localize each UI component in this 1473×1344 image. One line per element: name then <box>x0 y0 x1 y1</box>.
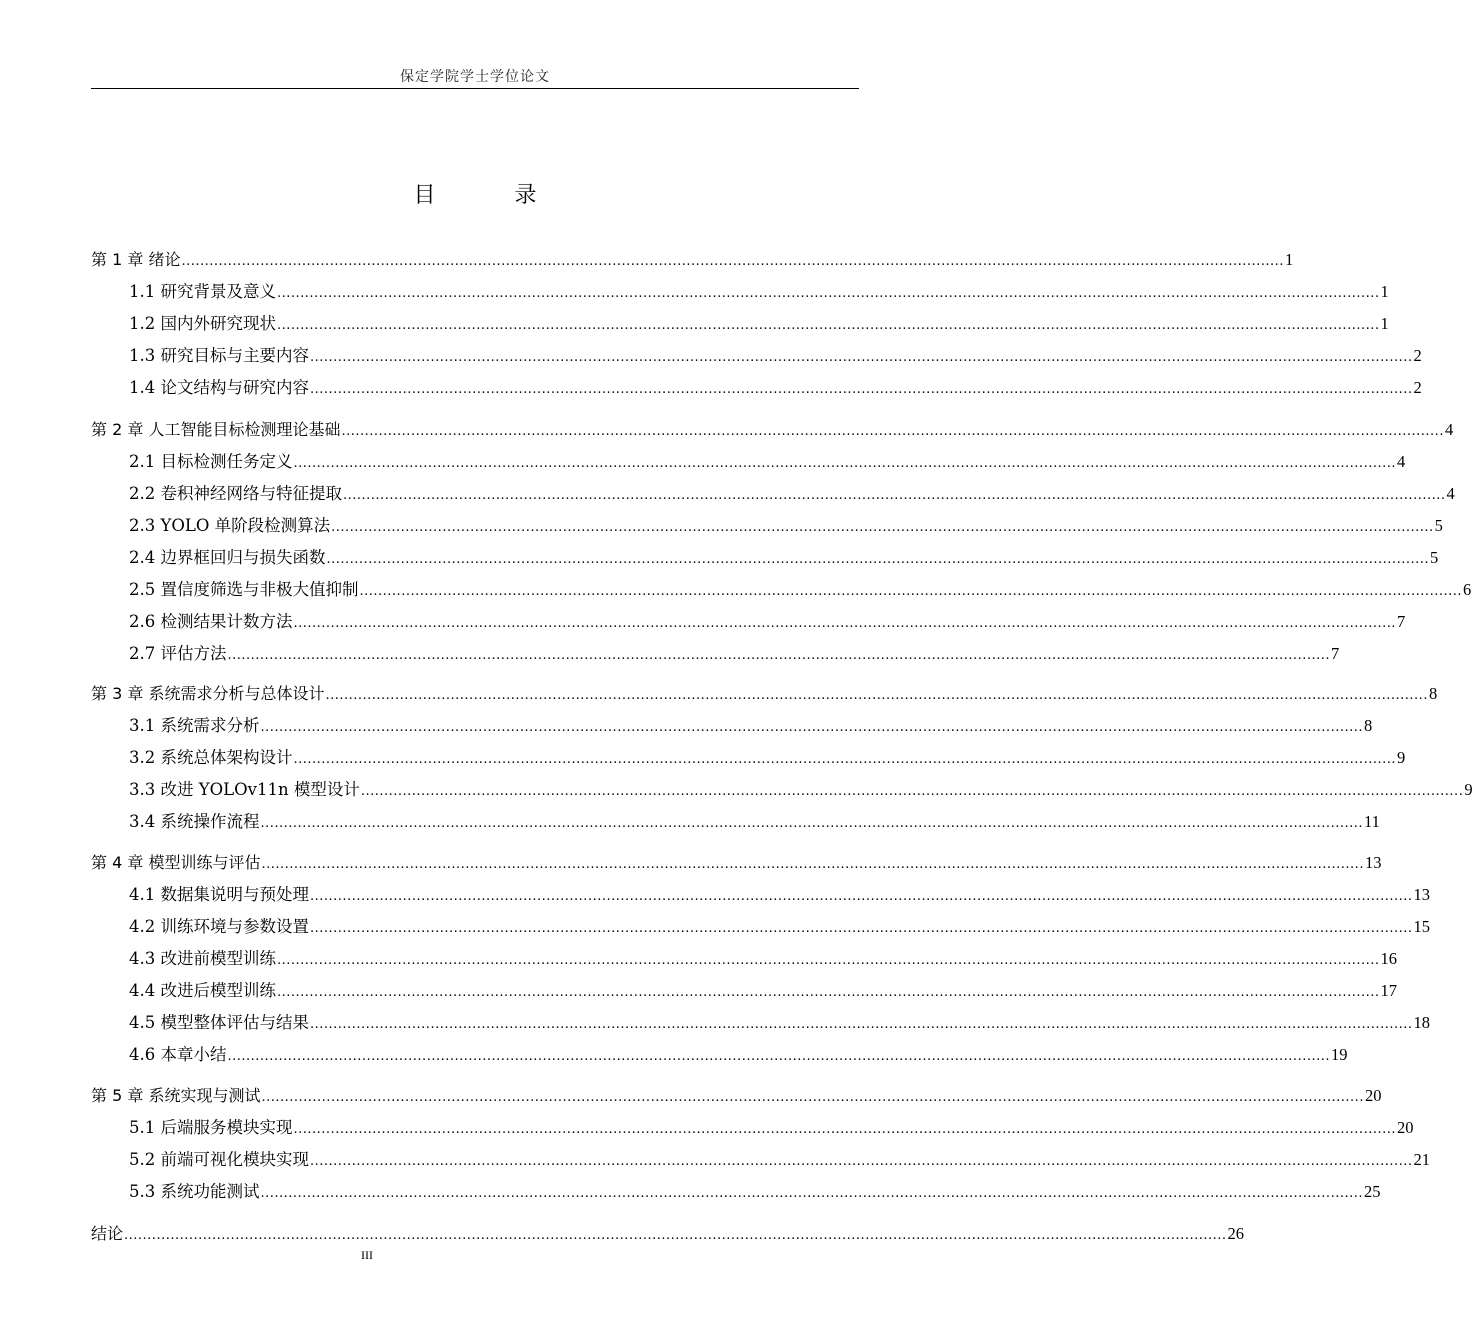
toc-dot-leader: .............................................................................................................................................................................................................................................. <box>325 688 1428 703</box>
toc-entry-label: 第 5 章 系统实现与测试 <box>91 1086 261 1105</box>
toc-entry-page: 16 <box>1380 949 1397 968</box>
toc-entry-label: 1.1 研究背景及意义 <box>129 282 276 301</box>
toc-dot-leader: .............................................................................................................................................................................................................................................. <box>293 752 1396 767</box>
toc-chapter-entry[interactable] <box>91 850 1382 876</box>
toc-section-entry[interactable] <box>91 577 1472 603</box>
toc-section-entry[interactable] <box>91 641 1340 667</box>
toc-entry-page: 8 <box>1364 716 1373 735</box>
toc-entry-label: 1.3 研究目标与主要内容 <box>129 346 309 365</box>
toc-section-entry[interactable] <box>91 713 1373 739</box>
toc-entry-label: 2.7 评估方法 <box>129 644 227 663</box>
toc-dot-leader: .............................................................................................................................................................................................................................................. <box>260 720 1363 735</box>
toc-entry-page: 4 <box>1446 484 1455 503</box>
toc-dot-leader: .............................................................................................................................................................................................................................................. <box>310 889 1413 904</box>
toc-dot-leader: .............................................................................................................................................................................................................................................. <box>293 1122 1396 1137</box>
toc-entry-label: 5.1 后端服务模块实现 <box>129 1118 293 1137</box>
page-header <box>91 66 859 89</box>
toc-chapter-entry[interactable] <box>91 247 1294 273</box>
toc-entry-page: 18 <box>1413 1013 1430 1032</box>
toc-title: 目 录 <box>413 183 573 208</box>
toc-dot-leader: .............................................................................................................................................................................................................................................. <box>341 424 1444 439</box>
toc-dot-leader: .............................................................................................................................................................................................................................................. <box>260 816 1363 831</box>
toc-entry-label: 3.4 系统操作流程 <box>129 812 260 831</box>
toc-section-entry[interactable] <box>91 481 1455 507</box>
toc-entry-label: 1.2 国内外研究现状 <box>129 314 276 333</box>
toc-entry-page: 1 <box>1380 282 1389 301</box>
toc-section-entry[interactable] <box>91 513 1443 539</box>
toc-dot-leader: .............................................................................................................................................................................................................................................. <box>227 1049 1330 1064</box>
toc-section-entry[interactable] <box>91 311 1389 337</box>
toc-dot-leader: .............................................................................................................................................................................................................................................. <box>227 648 1330 663</box>
toc-entry-page: 2 <box>1413 378 1422 397</box>
toc-dot-leader: .............................................................................................................................................................................................................................................. <box>277 985 1380 1000</box>
toc-section-entry[interactable] <box>91 609 1406 635</box>
toc-section-entry[interactable] <box>91 449 1406 475</box>
toc-entry-page: 15 <box>1413 917 1430 936</box>
toc-dot-leader: .............................................................................................................................................................................................................................................. <box>310 382 1413 397</box>
page-number: III <box>361 1248 373 1262</box>
toc-entry-label: 4.1 数据集说明与预处理 <box>129 885 309 904</box>
toc-dot-leader: .............................................................................................................................................................................................................................................. <box>277 286 1380 301</box>
toc-entry-page: 5 <box>1430 548 1439 567</box>
toc-dot-leader: .............................................................................................................................................................................................................................................. <box>277 953 1380 968</box>
toc-entry-page: 2 <box>1413 346 1422 365</box>
toc-entry-page: 21 <box>1413 1150 1430 1169</box>
toc-entry-label: 第 4 章 模型训练与评估 <box>91 853 261 872</box>
toc-entry-page: 8 <box>1428 684 1438 703</box>
toc-section-entry[interactable] <box>91 1115 1414 1141</box>
toc-entry-label: 2.5 置信度筛选与非极大值抑制 <box>129 580 359 599</box>
toc-entry-page: 25 <box>1364 1182 1381 1201</box>
toc-entry-label: 2.6 检测结果计数方法 <box>129 612 293 631</box>
toc-entry-page: 9 <box>1397 748 1406 767</box>
toc-section-entry[interactable] <box>91 882 1430 908</box>
toc-entry-page: 5 <box>1434 516 1443 535</box>
toc-section-entry[interactable] <box>91 745 1406 771</box>
toc-dot-leader: .............................................................................................................................................................................................................................................. <box>310 1017 1413 1032</box>
toc-entry-label: 2.3 YOLO 单阶段检测算法 <box>129 516 331 535</box>
toc-section-entry[interactable] <box>91 946 1397 972</box>
toc-section-entry[interactable] <box>91 914 1430 940</box>
toc-entry-page: 17 <box>1380 981 1397 1000</box>
toc-entry-label: 3.3 改进 YOLOv11n 模型设计 <box>129 780 360 799</box>
toc-section-entry[interactable] <box>91 777 1473 803</box>
toc-entry-label: 第 2 章 人工智能目标检测理论基础 <box>91 420 341 439</box>
toc-section-entry[interactable] <box>91 1010 1430 1036</box>
toc-entry-page: 20 <box>1364 1086 1382 1105</box>
toc-entry-label: 4.6 本章小结 <box>129 1045 227 1064</box>
toc-entry-page: 20 <box>1397 1118 1414 1137</box>
toc-entry-page: 13 <box>1364 853 1382 872</box>
toc-dot-leader: .............................................................................................................................................................................................................................................. <box>261 857 1364 872</box>
toc-dot-leader: .............................................................................................................................................................................................................................................. <box>331 520 1434 535</box>
toc-dot-leader: .............................................................................................................................................................................................................................................. <box>181 254 1284 269</box>
toc-entry-page: 4 <box>1444 420 1454 439</box>
toc-entry-label: 3.1 系统需求分析 <box>129 716 260 735</box>
header-title: 保定学院学士学位论文 <box>400 69 550 85</box>
toc-entry-label: 2.4 边界框回归与损失函数 <box>129 548 326 567</box>
toc-section-entry[interactable] <box>91 1179 1381 1205</box>
toc-section-entry[interactable] <box>91 279 1389 305</box>
toc-chapter-entry[interactable] <box>91 1083 1382 1109</box>
toc-section-entry[interactable] <box>91 1147 1430 1173</box>
toc-chapter-entry[interactable] <box>91 417 1454 443</box>
toc-section-entry[interactable] <box>91 545 1439 571</box>
toc-dot-leader: .............................................................................................................................................................................................................................................. <box>359 584 1462 599</box>
toc-section-entry[interactable] <box>91 1042 1348 1068</box>
toc-section-entry[interactable] <box>91 375 1422 401</box>
toc-dot-leader: .............................................................................................................................................................................................................................................. <box>326 552 1429 567</box>
toc-entry-label: 2.1 目标检测任务定义 <box>129 452 293 471</box>
toc-dot-leader: .............................................................................................................................................................................................................................................. <box>310 921 1413 936</box>
toc-dot-leader: .............................................................................................................................................................................................................................................. <box>343 488 1446 503</box>
toc-entry-page: 6 <box>1463 580 1472 599</box>
toc-entry-page: 1 <box>1380 314 1389 333</box>
toc-section-entry[interactable] <box>91 343 1422 369</box>
toc-entry-page: 7 <box>1397 612 1406 631</box>
toc-entry-label: 4.3 改进前模型训练 <box>129 949 276 968</box>
toc-dot-leader: .............................................................................................................................................................................................................................................. <box>310 350 1413 365</box>
toc-chapter-entry[interactable] <box>91 681 1438 707</box>
toc-entry-label: 4.2 训练环境与参数设置 <box>129 917 309 936</box>
toc-entry-label: 5.2 前端可视化模块实现 <box>129 1150 309 1169</box>
toc-dot-leader: .............................................................................................................................................................................................................................................. <box>310 1154 1413 1169</box>
toc-entry-page: 9 <box>1464 780 1473 799</box>
toc-entry-page: 26 <box>1227 1224 1245 1243</box>
toc-dot-leader: .............................................................................................................................................................................................................................................. <box>260 1186 1363 1201</box>
toc-dot-leader: .............................................................................................................................................................................................................................................. <box>261 1090 1364 1105</box>
toc-entry-page: 13 <box>1413 885 1430 904</box>
toc-entry-page: 1 <box>1284 250 1294 269</box>
toc-dot-leader: .............................................................................................................................................................................................................................................. <box>360 784 1464 799</box>
toc-entry-label: 1.4 论文结构与研究内容 <box>129 378 309 397</box>
toc-dot-leader: .............................................................................................................................................................................................................................................. <box>293 456 1396 471</box>
toc-chapter-entry[interactable] <box>91 1221 1245 1247</box>
toc-entry-label: 结论 <box>91 1224 124 1243</box>
toc-entry-page: 11 <box>1364 812 1380 831</box>
toc-entry-page: 7 <box>1331 644 1340 663</box>
toc-entry-page: 19 <box>1331 1045 1348 1064</box>
toc-entry-label: 第 1 章 绪论 <box>91 250 181 269</box>
toc-entry-label: 4.5 模型整体评估与结果 <box>129 1013 309 1032</box>
toc-entry-label: 第 3 章 系统需求分析与总体设计 <box>91 684 325 703</box>
toc-dot-leader: .............................................................................................................................................................................................................................................. <box>293 616 1396 631</box>
toc-dot-leader: .............................................................................................................................................................................................................................................. <box>124 1228 1227 1243</box>
toc-entry-label: 2.2 卷积神经网络与特征提取 <box>129 484 342 503</box>
toc-entry-label: 3.2 系统总体架构设计 <box>129 748 293 767</box>
toc-section-entry[interactable] <box>91 809 1380 835</box>
toc-entry-label: 4.4 改进后模型训练 <box>129 981 276 1000</box>
toc-entry-label: 5.3 系统功能测试 <box>129 1182 260 1201</box>
toc-dot-leader: .............................................................................................................................................................................................................................................. <box>277 318 1380 333</box>
toc-section-entry[interactable] <box>91 978 1397 1004</box>
toc-entry-page: 4 <box>1397 452 1406 471</box>
